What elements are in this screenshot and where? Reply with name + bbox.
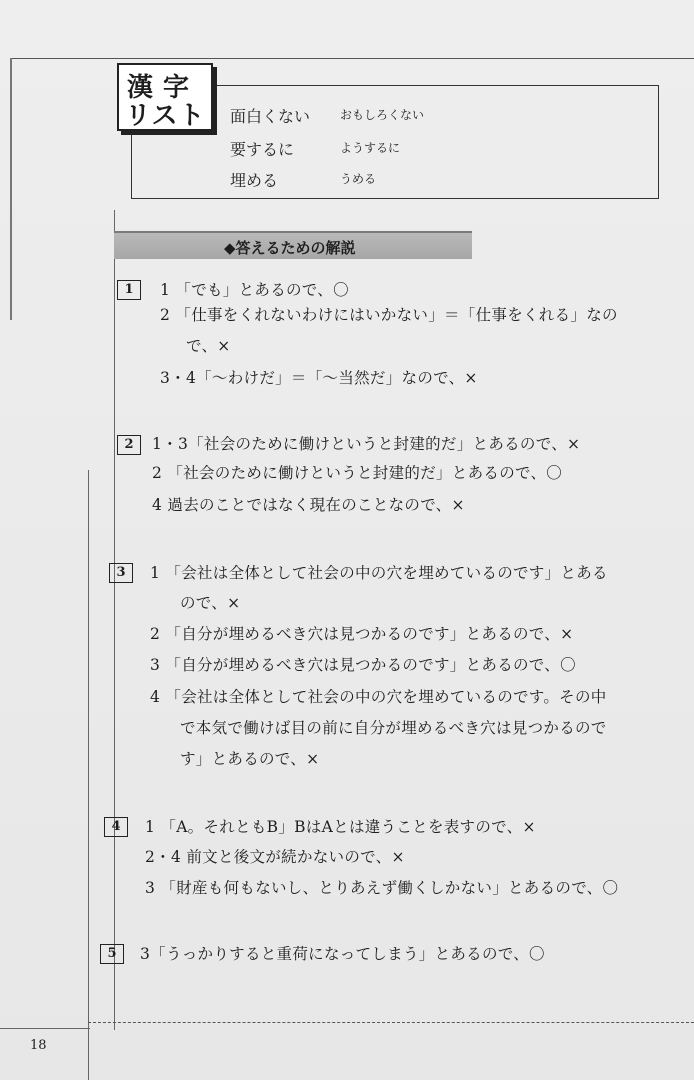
answer-line: 2 「仕事をくれないわけにはいかない」＝「仕事をくれる」なの xyxy=(160,306,618,324)
vocab-word: 面白くない xyxy=(230,107,311,126)
question-number-2: 2 xyxy=(117,435,141,455)
answer-line: 3「うっかりすると重荷になってしまう」とあるので、〇 xyxy=(140,945,545,963)
answer-line: 3 「自分が埋めるべき穴は見つかるのです」とあるので、〇 xyxy=(150,656,576,674)
margin-rule xyxy=(88,470,89,1080)
answer-line: 4 過去のことではなく現在のことなので、× xyxy=(152,496,465,514)
section-header xyxy=(114,231,472,259)
vocab-word: 要するに xyxy=(230,140,295,159)
kanji-list-badge xyxy=(117,63,213,131)
answer-line: ので、× xyxy=(180,594,241,612)
answer-line: で、× xyxy=(186,337,231,355)
answer-line: 2 「社会のために働けというと封建的だ」とあるので、〇 xyxy=(152,464,563,482)
vocab-reading: うめる xyxy=(340,172,377,186)
question-number-4: 4 xyxy=(104,817,128,837)
footer-rule xyxy=(0,1028,90,1029)
vocab-reading: おもしろくない xyxy=(340,108,425,122)
answer-line: 3・4「〜わけだ」＝「〜当然だ」なので、× xyxy=(160,369,478,387)
answer-line: 1・3「社会のために働けというと封建的だ」とあるので、× xyxy=(152,435,581,453)
vocab-word: 埋める xyxy=(230,171,279,190)
kanji-badge-title: 漢字 xyxy=(127,73,200,103)
kanji-badge-subtitle: リスト xyxy=(125,101,206,131)
page-number: 18 xyxy=(30,1038,47,1053)
vocab-reading: ようするに xyxy=(340,141,401,155)
answer-line: 1 「でも」とあるので、〇 xyxy=(160,281,349,299)
answer-line: 2・4 前文と後文が続かないので、× xyxy=(145,848,405,866)
answer-line: 1 「会社は全体として社会の中の穴を埋めているのです」とある xyxy=(150,564,608,582)
question-number-3: 3 xyxy=(109,563,133,583)
question-number-5: 5 xyxy=(100,944,124,964)
answer-line: で本気で働けば目の前に自分が埋めるべき穴は見つかるので xyxy=(180,719,607,737)
top-rule xyxy=(10,58,694,59)
left-rule xyxy=(10,58,12,320)
answer-line: 1 「A。それともB」BはAとは違うことを表すので、× xyxy=(145,818,536,836)
answer-line: 4 「会社は全体として社会の中の穴を埋めているのです。その中 xyxy=(150,688,607,706)
section-title: ◆答えるための解説 xyxy=(224,239,356,257)
answer-line: 3 「財産も何もないし、とりあえず働くしかない」とあるので、〇 xyxy=(145,879,619,897)
footer-dashed-rule xyxy=(88,1022,694,1023)
question-number-1: 1 xyxy=(117,280,141,300)
answer-line: 2 「自分が埋めるべき穴は見つかるのです」とあるので、× xyxy=(150,625,574,643)
answer-line: す」とあるので、× xyxy=(180,750,320,768)
content-left-rule xyxy=(114,210,115,1030)
